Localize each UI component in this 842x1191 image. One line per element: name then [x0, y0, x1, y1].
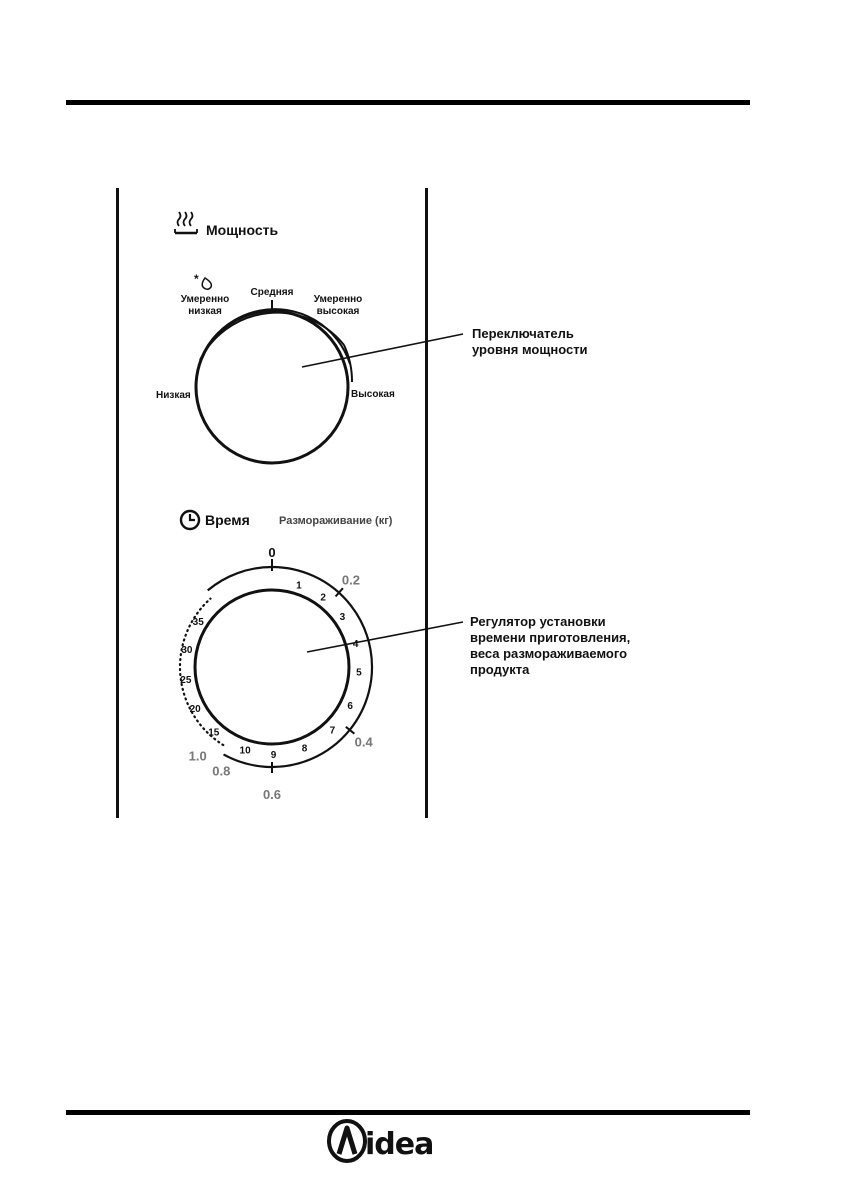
time-mark-9: 9 — [270, 749, 277, 761]
time-callout — [470, 614, 630, 678]
time-mark-8: 8 — [301, 743, 308, 755]
power-label-medium: Средняя — [250, 287, 294, 298]
power-label-medium-low-2: низкая — [188, 306, 222, 317]
power-label-medium-high-1: Умеренно — [313, 294, 363, 305]
time-knob[interactable] — [192, 590, 349, 744]
time-mark-10: 10 — [239, 745, 251, 757]
defrost-mark-0.4: 0.4 — [354, 734, 373, 750]
time-mark-20: 20 — [189, 703, 201, 715]
power-label-low: Низкая — [156, 390, 191, 401]
defrost-droplet-icon — [202, 278, 211, 289]
defrost-mark-0.8: 0.8 — [212, 763, 231, 779]
time-mark-5: 5 — [356, 667, 362, 679]
time-mark-2: 2 — [320, 592, 326, 604]
time-callout-line-2: времени приготовления, — [470, 630, 631, 645]
power-label-high: Высокая — [351, 389, 395, 400]
power-knob[interactable] — [196, 311, 348, 463]
power-callout-line-2: уровня мощности — [472, 342, 588, 357]
time-dial-scale — [180, 545, 374, 802]
time-mark-15: 15 — [208, 727, 220, 739]
power-dial-scale — [196, 309, 350, 394]
defrost-heading: Размораживание (кг) — [279, 515, 393, 527]
time-heading: Время — [205, 512, 250, 528]
power-label-medium-high-2: высокая — [316, 306, 360, 317]
time-mark-0: 0 — [268, 545, 276, 560]
time-mark-30: 30 — [181, 644, 193, 656]
time-callout-leader — [307, 622, 463, 652]
clock-icon — [181, 511, 199, 529]
time-mark-4: 4 — [352, 639, 359, 651]
power-heading: Мощность — [206, 222, 279, 238]
time-mark-1: 1 — [296, 580, 302, 592]
steam-icon — [175, 212, 197, 233]
time-mark-35: 35 — [192, 616, 204, 628]
defrost-mark-0.2: 0.2 — [341, 572, 360, 588]
time-mark-3: 3 — [339, 611, 346, 623]
time-mark-7: 7 — [329, 725, 336, 737]
time-callout-line-1: Регулятор установки — [470, 614, 606, 629]
time-mark-25: 25 — [180, 675, 192, 687]
defrost-mark-0.6: 0.6 — [262, 787, 282, 802]
defrost-mark-1.0: 1.0 — [188, 748, 207, 764]
power-callout-line-1: Переключатель — [472, 326, 574, 341]
svg-text:idea: idea — [365, 1127, 434, 1162]
defrost-marker: * — [194, 272, 199, 286]
time-mark-6: 6 — [347, 701, 353, 713]
time-callout-line-4: продукта — [470, 662, 530, 677]
midea-logo — [325, 1116, 465, 1166]
power-callout — [472, 326, 588, 358]
power-callout-leader — [302, 334, 463, 367]
time-callout-line-3: веса размораживаемого — [470, 646, 628, 661]
power-label-medium-low-1: Умеренно — [180, 294, 230, 305]
time-dial-outer-arc-left — [208, 567, 272, 590]
